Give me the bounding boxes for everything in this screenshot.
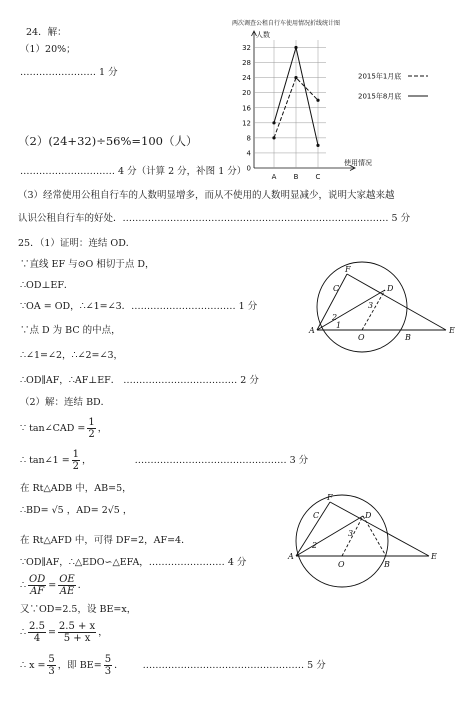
q25-line14: 又∵OD=2.5，设 BE=x，	[20, 604, 137, 615]
equation-suffix: ，	[98, 627, 108, 638]
label-d: D	[387, 284, 394, 293]
data-point	[272, 136, 275, 139]
equals-sign: =	[47, 627, 56, 638]
fraction-numerator: 1	[72, 449, 80, 460]
solution-suffix: ．	[114, 660, 124, 671]
q24-part2-formula: （2）(24+32)÷56%=100（人）	[18, 134, 198, 148]
label-b: B	[384, 560, 390, 569]
fraction-denominator: 2	[88, 429, 95, 440]
line-od	[362, 290, 385, 330]
q25-line12: ∵OD∥AF，∴△EDO∽△EFA，…………………… 4 分	[20, 557, 247, 568]
ratio-fraction-left	[28, 574, 46, 597]
q24-part3-line1: （3）经常使用公租自行车的人数明显增多，而从不使用的人数明显减少，说明大家越来越	[18, 190, 395, 201]
tan1-fraction	[72, 449, 80, 472]
fraction-numerator: 2.5 + x	[58, 621, 96, 632]
label-a: A	[309, 326, 315, 335]
q25-tan-cad-line	[20, 416, 107, 442]
fraction-numerator: OD	[29, 574, 46, 585]
ratio-fraction-right	[58, 574, 76, 597]
solution-middle: ，即 BE=	[57, 660, 102, 671]
q25-line9: 在 Rt△ADB 中，AB=5，	[20, 483, 132, 494]
label-angle-2: 2	[332, 313, 338, 322]
tan-cad-suffix: ，	[97, 423, 108, 434]
fraction-denominator: 5 + x	[63, 633, 91, 644]
fraction-numerator: 2.5	[29, 621, 45, 632]
q25-heading: 25．（1）证明：连结 OD．	[18, 238, 136, 249]
data-point	[272, 121, 275, 124]
y-tick-label: 0	[246, 164, 251, 173]
x-tick-label: A	[271, 173, 277, 181]
fraction-denominator: 3	[48, 666, 55, 677]
label-o: O	[358, 333, 365, 342]
q25-line3: ∵OA = OD，∴∠1=∠3．…………………………… 1 分	[20, 301, 258, 312]
label-b: B	[405, 333, 411, 342]
label-c: C	[313, 511, 320, 520]
label-c: C	[333, 284, 340, 293]
q25-line2: ∴OD⊥EF．	[20, 280, 74, 291]
q24-heading: 24．解：	[26, 27, 67, 38]
geometry-figure-1	[305, 262, 465, 352]
x-tick-label: C	[315, 173, 321, 181]
line-fe	[347, 274, 446, 330]
line-bd	[363, 516, 386, 556]
solution-fraction-x	[47, 654, 55, 677]
q25-line4: ∵点 D 为 BC 的中点，	[20, 325, 121, 336]
q25-solution-line	[20, 652, 326, 680]
label-d: D	[365, 511, 372, 520]
chart-title: 两次调查公租自行车使用情况折线统计图	[232, 20, 341, 27]
q24-part2-score: ………………………… 4 分（计算 2 分，补图 1 分）	[20, 166, 247, 177]
y-tick-label: 28	[242, 59, 251, 68]
fraction-denominator: 2	[72, 461, 80, 472]
data-point	[294, 76, 297, 79]
q24-part3-line2: 认识公租自行车的好处．………………………………………………………………………… 5 分	[18, 213, 411, 224]
fraction-denominator: AF	[30, 586, 45, 597]
y-axis-label: 人数	[256, 31, 270, 39]
tan-cad-prefix: ∵ tan∠CAD =	[20, 423, 86, 434]
y-tick-label: 12	[242, 119, 251, 128]
label-f: F	[327, 493, 333, 502]
y-tick-label: 20	[242, 89, 251, 98]
line-ad	[317, 290, 385, 330]
line-chart	[240, 26, 440, 186]
equation-fraction-left	[28, 621, 46, 644]
label-a: A	[288, 552, 294, 561]
data-point	[316, 144, 319, 147]
y-tick-label: 32	[242, 44, 251, 53]
fraction-denominator: 3	[104, 666, 112, 677]
y-tick-label: 16	[242, 104, 251, 113]
label-o: O	[338, 560, 345, 569]
fraction-numerator: 5	[48, 654, 55, 665]
tan1-prefix: ∴ tan∠1 =	[20, 455, 70, 466]
label-angle-3: 3	[348, 529, 354, 538]
equation-prefix: ∴	[20, 627, 27, 638]
data-point	[294, 46, 297, 49]
geometry-figure-2	[285, 491, 445, 589]
y-tick-label: 4	[246, 149, 251, 158]
q25-equation-line	[20, 619, 108, 647]
ratio-prefix: ∴	[20, 580, 27, 591]
ratio-suffix: ．	[77, 580, 88, 591]
q25-part2-heading: （2）解：连结 BD．	[20, 397, 111, 408]
fraction-numerator: OE	[59, 574, 75, 585]
x-tick-label: B	[293, 173, 299, 181]
q25-line5: ∴∠1=∠2，∴∠2=∠3，	[20, 350, 124, 361]
fraction-numerator: 5	[104, 654, 112, 665]
q25-line10: ∴BD= √5 ，AD= 2√5 ，	[20, 505, 133, 516]
fraction-denominator: 4	[33, 633, 41, 644]
label-e: E	[449, 326, 455, 335]
y-tick-label: 24	[242, 74, 251, 83]
label-angle-1: 1	[336, 321, 342, 330]
label-f: F	[345, 265, 351, 274]
line-fe	[330, 502, 429, 556]
solution-prefix: ∴ x =	[20, 660, 46, 671]
tan1-score: ………………………………………… 3 分	[134, 455, 309, 466]
q25-tan1-line	[20, 448, 308, 474]
label-e: E	[431, 552, 437, 561]
legend-label-1: 2015年8月底	[358, 92, 402, 101]
equation-fraction-right	[58, 621, 96, 644]
solution-fraction-be	[104, 654, 112, 677]
data-point	[316, 99, 319, 102]
fraction-numerator: 1	[88, 417, 95, 428]
q24-part1-score: …………………… 1 分	[20, 67, 118, 78]
q25-line6: ∴OD∥AF，∴AF⊥EF． ……………………………… 2 分	[20, 375, 259, 386]
label-angle-3: 3	[368, 301, 374, 310]
label-angle-2: 2	[312, 541, 318, 550]
q25-line1: ∵直线 EF 与⊙O 相切于点 D，	[20, 259, 155, 270]
tan1-suffix: ，	[82, 455, 92, 466]
q25-line11: 在 Rt△AFD 中，可得 DF=2，AF=4．	[20, 535, 191, 546]
q25-ratio-line	[20, 572, 87, 600]
fraction-denominator: AE	[59, 586, 75, 597]
y-tick-label: 8	[246, 134, 251, 143]
legend-label-0: 2015年1月底	[358, 72, 402, 81]
q24-part1: （1）20%；	[20, 44, 76, 55]
solution-score: …………………………………………… 5 分	[142, 660, 326, 671]
equals-sign: =	[48, 580, 57, 591]
tan-cad-fraction	[87, 417, 95, 440]
x-axis-label: 使用情况	[344, 159, 372, 167]
